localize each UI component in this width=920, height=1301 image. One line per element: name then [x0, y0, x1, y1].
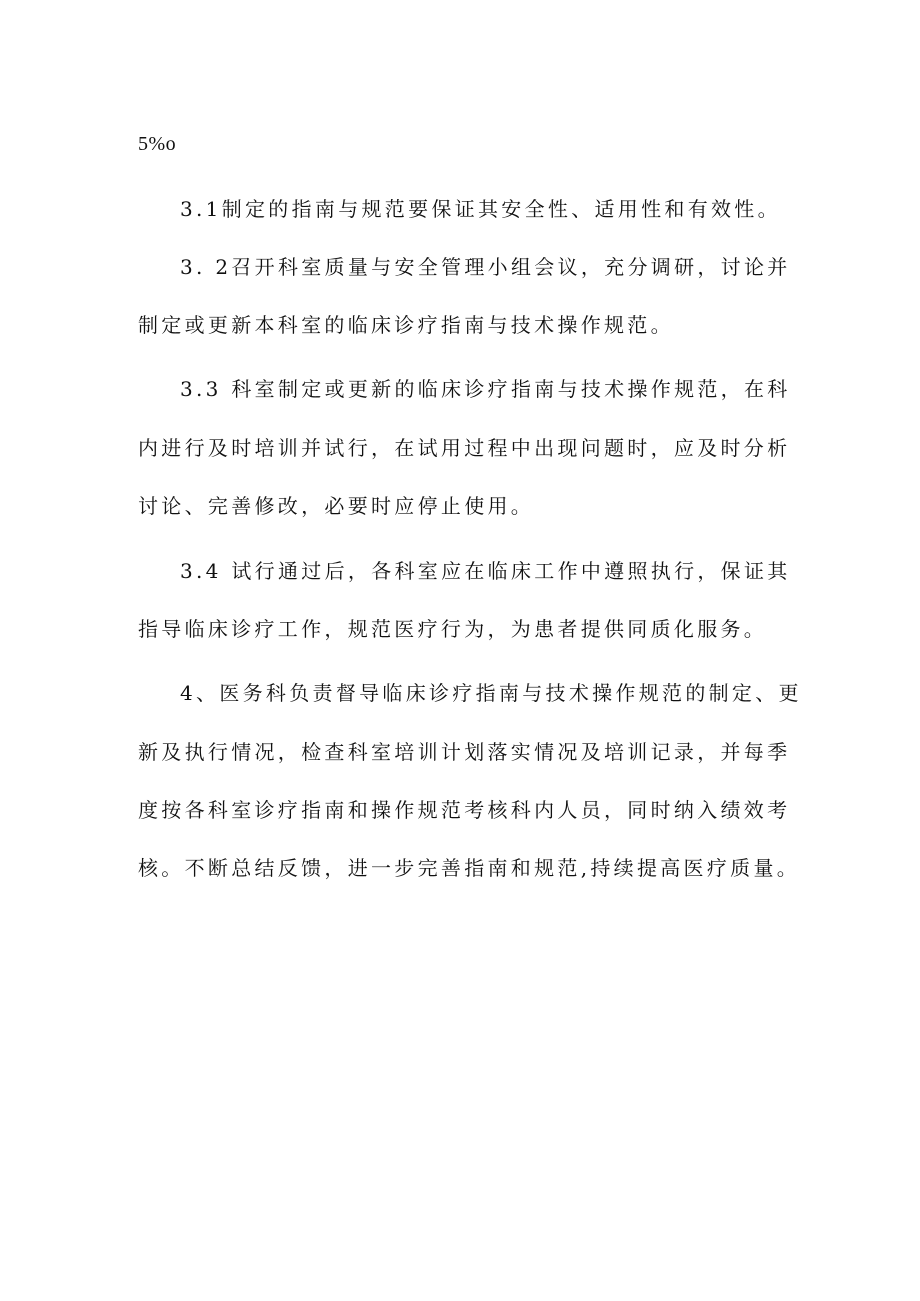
paragraph-3-3-line-3: 讨论、完善修改，必要时应停止使用。	[138, 494, 535, 518]
paragraph-4-line-2: 新及执行情况，检查科室培训计划落实情况及培训记录，并每季	[138, 740, 791, 764]
paragraph-3-4-line-1: 3.4 试行通过后，各科室应在临床工作中遵照执行，保证其	[180, 559, 791, 583]
paragraph-3-1-line-1: 3.1制定的指南与规范要保证其安全性、适用性和有效性。	[180, 197, 781, 221]
paragraph-4-line-4: 核。不断总结反馈，进一步完善指南和规范,持续提高医疗质量。	[138, 856, 801, 880]
paragraph-3-2-line-1: 3. 2召开科室质量与安全管理小组会议，充分调研，讨论并	[180, 255, 791, 279]
paragraph-4-line-3: 度按各科室诊疗指南和操作规范考核科内人员，同时纳入绩效考	[138, 798, 791, 822]
paragraph-4-line-1: 4、医务科负责督导临床诊疗指南与技术操作规范的制定、更	[180, 681, 802, 705]
paragraph-3-4-line-2: 指导临床诊疗工作，规范医疗行为，为患者提供同质化服务。	[138, 617, 768, 641]
text-line-fragment: 5%o	[138, 133, 177, 155]
paragraph-3-2-line-2: 制定或更新本科室的临床诊疗指南与技术操作规范。	[138, 313, 674, 337]
paragraph-3-3-line-1: 3.3 科室制定或更新的临床诊疗指南与技术操作规范，在科	[180, 377, 791, 401]
paragraph-3-3-line-2: 内进行及时培训并试行，在试用过程中出现问题时，应及时分析	[138, 436, 791, 460]
